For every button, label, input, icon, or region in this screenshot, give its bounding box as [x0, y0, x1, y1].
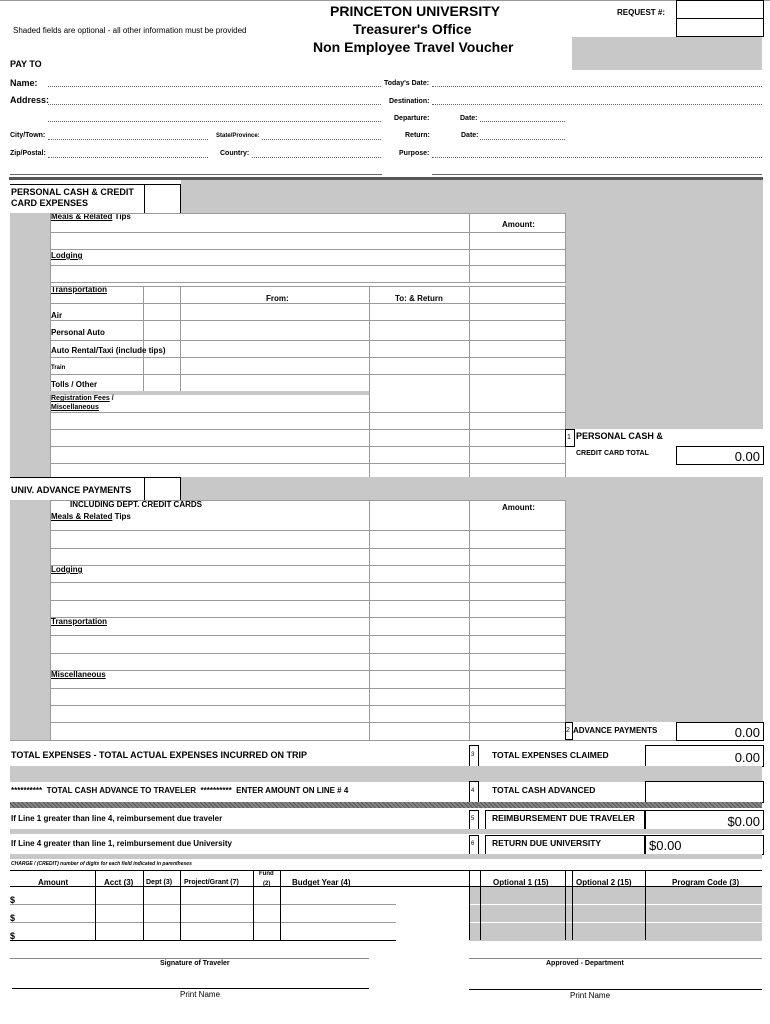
- line-1-number: 1: [567, 434, 571, 441]
- claimed-value: 0.00: [734, 750, 760, 765]
- dollar-row-2: $: [10, 913, 16, 923]
- advance-total-field[interactable]: [676, 722, 764, 741]
- personal-transportation-label: Transportation: [51, 285, 108, 294]
- col-fund: Fund: [259, 871, 274, 877]
- return-label: RETURN DUE UNIVERSITY: [492, 838, 602, 848]
- destination-field[interactable]: [432, 104, 762, 105]
- hatched-divider: [10, 802, 762, 808]
- office-name: Treasurer's Office: [353, 21, 472, 37]
- todays-date-field[interactable]: [432, 86, 762, 87]
- tolls-label: Tolls / Other: [51, 380, 98, 389]
- request-number-field[interactable]: [676, 0, 764, 20]
- reimbursement-value: $0.00: [727, 814, 760, 829]
- personal-amount-label: Amount:: [502, 220, 535, 229]
- reimbursement-label: REIMBURSEMENT DUE TRAVELER: [492, 813, 635, 823]
- personal-total-field[interactable]: [676, 446, 764, 465]
- form-title: Non Employee Travel Voucher: [313, 39, 514, 55]
- col-fund-digits: (2): [263, 881, 271, 887]
- advance-meals-label: Meals & Related Tips: [51, 512, 131, 521]
- line-3-number: 3: [471, 752, 475, 758]
- approver-print-line[interactable]: [469, 989, 762, 990]
- departure-label: Departure:: [394, 115, 430, 122]
- col-optional-2: Optional 2 (15): [576, 878, 632, 887]
- cash-advanced-field[interactable]: [645, 781, 764, 803]
- line-5-number: 5: [471, 816, 475, 822]
- shaded-area: [10, 500, 50, 740]
- signature-traveler-label: Signature of Traveler: [160, 960, 230, 967]
- address-field[interactable]: [48, 104, 381, 105]
- charge-amount-fields[interactable]: [20, 890, 94, 940]
- air-label: Air: [51, 311, 63, 320]
- shaded-area: [10, 854, 762, 859]
- shaded-area: [181, 477, 763, 500]
- return-label: Return:: [405, 132, 430, 139]
- train-label: Train: [51, 365, 66, 371]
- misc-label: Miscellaneous: [51, 404, 99, 411]
- university-name: PRINCETON UNIVERSITY: [330, 3, 501, 19]
- approved-department-label: Approved - Department: [546, 960, 624, 967]
- advance-lodging-label: Lodging: [51, 565, 83, 574]
- line-2-number: 2: [566, 727, 570, 734]
- personal-auto-label: Personal Auto: [51, 328, 105, 337]
- state-field[interactable]: [262, 139, 381, 140]
- col-optional-1: Optional 1 (15): [493, 878, 549, 887]
- dollar-row-3: $: [10, 931, 16, 941]
- traveler-print-line[interactable]: [12, 988, 369, 989]
- name-label: Name:: [10, 78, 38, 88]
- personal-heading-1: PERSONAL CASH & CREDIT: [11, 187, 134, 197]
- shaded-area: [565, 213, 763, 429]
- address-label: Address:: [10, 95, 50, 105]
- zip-field[interactable]: [48, 157, 208, 158]
- shaded-area: [10, 829, 762, 834]
- personal-meals-label: Meals & Related Tips: [51, 212, 131, 221]
- total-expenses-text: TOTAL EXPENSES - TOTAL ACTUAL EXPENSES INCURRED ON TRIP: [11, 750, 308, 760]
- col-program-code: Program Code (3): [672, 878, 740, 887]
- from-label: From:: [266, 294, 289, 303]
- col-dept: Dept (3): [146, 879, 173, 886]
- claimed-field[interactable]: [645, 745, 764, 767]
- personal-total-label-2: CREDIT CARD TOTAL: [576, 450, 649, 457]
- col-acct: Acct (3): [104, 878, 134, 887]
- request-label: REQUEST #:: [617, 8, 666, 17]
- request-number-field-2[interactable]: [676, 18, 764, 37]
- reg-fees-label: Registration Fees /: [51, 395, 114, 402]
- col-amount: Amount: [38, 878, 69, 887]
- shaded-area: [10, 213, 50, 477]
- col-project: Project/Grant (7): [184, 879, 239, 886]
- name-field[interactable]: [48, 86, 381, 87]
- dollar-row-1: $: [10, 895, 16, 905]
- state-label: State/Province:: [216, 133, 260, 139]
- advance-subheading: INCLUDING DEPT. CREDIT CARDS: [70, 500, 203, 509]
- shaded-area: [181, 180, 763, 213]
- zip-label: Zip/Postal:: [10, 150, 46, 157]
- return-field[interactable]: [645, 835, 764, 855]
- return-date-label: Date:: [461, 132, 479, 139]
- line-4-number: 4: [471, 788, 475, 794]
- shaded-note: Shaded fields are optional - all other information must be provided: [13, 26, 247, 35]
- claimed-label: TOTAL EXPENSES CLAIMED: [492, 750, 609, 760]
- line-6-text: If Line 4 greater than line 1, reimbursement due University: [11, 839, 232, 848]
- advance-total-value: 0.00: [734, 725, 760, 740]
- todays-date-label: Today's Date:: [384, 80, 430, 87]
- purpose-label: Purpose:: [399, 150, 430, 157]
- personal-lodging-label: Lodging: [51, 251, 83, 260]
- shaded-area: [565, 500, 763, 722]
- print-name-label-1: Print Name: [180, 990, 221, 999]
- cash-advanced-label: TOTAL CASH ADVANCED: [492, 785, 596, 795]
- line-6-number: 6: [471, 841, 475, 847]
- personal-total-label-1: PERSONAL CASH &: [576, 431, 663, 441]
- advance-transportation-label: Transportation: [51, 617, 108, 626]
- advance-amount-label: Amount:: [502, 503, 535, 512]
- cash-advance-line: ********** TOTAL CASH ADVANCE TO TRAVELER ********** ENTER AMOUNT ON LINE # 4: [11, 786, 349, 795]
- shaded-area: [10, 766, 762, 782]
- traveler-signature-line[interactable]: [10, 958, 369, 959]
- destination-label: Destination:: [389, 98, 430, 105]
- country-label: Country:: [220, 150, 250, 157]
- col-budget-year: Budget Year (4): [292, 878, 351, 887]
- charge-note: CHARGE / (CREDIT) number of digits for each field indicated in parentheses: [11, 861, 192, 867]
- line-5-text: If Line 1 greater than line 4, reimbursement due traveler: [11, 814, 223, 823]
- optional-shaded-box[interactable]: [572, 37, 762, 70]
- personal-total-value: 0.00: [734, 449, 760, 464]
- personal-heading-2: CARD EXPENSES: [11, 198, 89, 208]
- city-label: City/Town:: [10, 132, 46, 139]
- address-field-2[interactable]: [48, 121, 381, 122]
- country-field[interactable]: [252, 157, 381, 158]
- purpose-field[interactable]: [432, 157, 762, 158]
- departure-date-label: Date:: [460, 115, 478, 122]
- advance-total-label: ADVANCE PAYMENTS: [573, 726, 658, 735]
- approval-signature-line[interactable]: [469, 958, 762, 959]
- return-value: $0.00: [649, 838, 682, 853]
- return-date-field[interactable]: [480, 139, 565, 140]
- advance-misc-label: Miscellaneous: [51, 670, 106, 679]
- city-field[interactable]: [48, 139, 208, 140]
- advance-heading: UNIV. ADVANCE PAYMENTS: [11, 485, 132, 495]
- pay-to-heading: PAY TO: [10, 59, 42, 69]
- auto-rental-label: Auto Rental/Taxi (include tips): [51, 346, 166, 355]
- shaded-area: [469, 887, 762, 941]
- departure-date-field[interactable]: [480, 121, 565, 122]
- to-return-label: To: & Return: [395, 294, 443, 303]
- print-name-label-2: Print Name: [570, 991, 611, 1000]
- reimbursement-field[interactable]: [645, 810, 764, 830]
